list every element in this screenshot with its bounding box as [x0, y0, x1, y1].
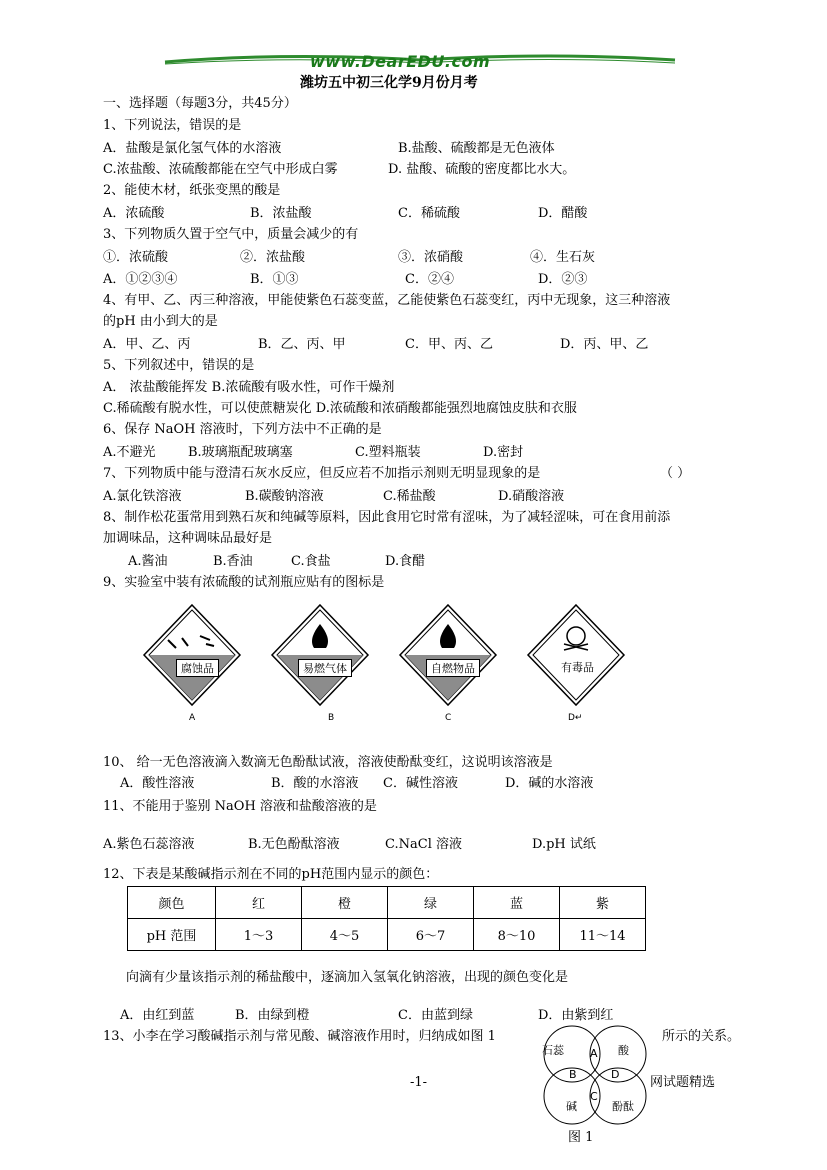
text-line: A． 浓盐酸能挥发 B.浓硫酸有吸水性，可作干燥剂 — [103, 380, 395, 395]
text-line: （ ） — [660, 466, 691, 481]
text-line: A．①②③④ — [103, 272, 178, 287]
text-line: D.食醋 — [385, 554, 426, 569]
text-line: 所示的关系。 — [662, 1029, 741, 1044]
text-line: ②．浓盐酸 — [240, 250, 306, 265]
text-line: A．盐酸是氯化氢气体的水溶液 — [103, 141, 282, 156]
table-cell: 蓝 — [474, 887, 560, 919]
text-line: 9、实验室中装有浓硫酸的试剂瓶应贴有的图标是 — [103, 575, 385, 590]
text-line: 网试题精选 — [650, 1075, 716, 1090]
venn-letter-a: A — [590, 1047, 598, 1060]
text-line: B．乙、丙、甲 — [258, 337, 346, 352]
table-cell: 11～14 — [560, 919, 646, 951]
table-row — [128, 887, 646, 919]
text-line: B．①③ — [250, 272, 299, 287]
text-line: 4、有甲、乙、丙三种溶液，甲能使紫色石蕊变蓝，乙能使紫色石蕊变红，丙中无现象，这三种溶液 — [103, 293, 671, 308]
corrosive-sign-icon — [144, 605, 240, 705]
sign-label-a: 腐蚀品 — [176, 659, 219, 677]
ph-color-table — [127, 886, 646, 951]
sign-label-b: 易燃气体 — [298, 659, 352, 677]
venn-letter-b: B — [569, 1068, 577, 1081]
sign-letter-d: D↵ — [568, 713, 583, 723]
text-line: B.碳酸钠溶液 — [245, 489, 324, 504]
text-line: C．②④ — [405, 272, 454, 287]
text-line: ④．生石灰 — [530, 250, 596, 265]
text-line: 向滴有少量该指示剂的稀盐酸中，逐滴加入氢氧化钠溶液，出现的颜色变化是 — [126, 970, 569, 985]
flammable-gas-sign-icon — [272, 605, 368, 705]
table-cell: 绿 — [388, 887, 474, 919]
text-line: D.硝酸溶液 — [498, 489, 565, 504]
sign-label-c: 自燃物品 — [426, 659, 480, 677]
text-line: A．浓硫酸 — [103, 206, 165, 221]
text-line: C．由蓝到绿 — [398, 1008, 473, 1023]
venn-base: 碱 — [566, 1100, 577, 1113]
text-line: C．稀硫酸 — [398, 206, 460, 221]
table-row — [128, 919, 646, 951]
text-line: C.浓盐酸、浓硫酸都能在空气中形成白雾 — [103, 162, 338, 177]
text-line: D.密封 — [483, 445, 524, 460]
text-line: 的pH 由小到大的是 — [103, 314, 218, 329]
text-line: 2、能使木材，纸张变黑的酸是 — [103, 183, 281, 198]
text-line: C.塑料瓶装 — [355, 445, 421, 460]
text-line: C．甲、丙、乙 — [405, 337, 493, 352]
text-line: 8、制作松花蛋常用到熟石灰和纯碱等原料，因此食用它时常有涩味，为了减轻涩味，可在食用前添 — [103, 510, 671, 525]
text-line: C.食盐 — [291, 554, 331, 569]
table-cell: 4～5 — [302, 919, 388, 951]
table-cell: 6～7 — [388, 919, 474, 951]
site-url[interactable]: www.DearEDU.com — [310, 52, 491, 71]
text-line: ③．浓硝酸 — [398, 250, 464, 265]
text-line: 7、下列物质中能与澄清石灰水反应，但反应若不加指示剂则无明显现象的是 — [103, 466, 541, 481]
text-line: C.稀盐酸 — [383, 489, 436, 504]
venn-litmus: 石蕊 — [542, 1044, 564, 1057]
sign-label-d: 有毒品 — [561, 661, 594, 674]
sign-letter-a: A — [189, 713, 196, 723]
text-line: D．碱的水溶液 — [505, 776, 594, 791]
text-line: 5、下列叙述中，错误的是 — [103, 358, 255, 373]
text-line: B.香油 — [213, 554, 253, 569]
figure-caption: 图 1 — [568, 1130, 594, 1145]
text-line: D．醋酸 — [538, 206, 588, 221]
text-line: A．酸性溶液 — [120, 776, 195, 791]
text-line: A.不避光 — [103, 445, 156, 460]
table-cell: pH 范围 — [128, 919, 216, 951]
text-line: 13、小李在学习酸碱指示剂与常见酸、碱溶液作用时，归纳成如图 1 — [103, 1029, 496, 1044]
text-line: 12、下表是某酸碱指示剂在不同的pH范围内显示的颜色： — [103, 867, 439, 882]
section-heading: 一、选择题（每题3分，共45分） — [103, 96, 297, 111]
sign-letter-b: B — [328, 713, 335, 723]
venn-letter-c: C — [590, 1090, 598, 1103]
venn-letter-d: D — [611, 1068, 620, 1081]
sign-letter-c: C — [445, 713, 452, 723]
venn-diagram — [530, 1018, 670, 1143]
table-cell: 红 — [216, 887, 302, 919]
text-line: C.NaCl 溶液 — [385, 837, 462, 852]
text-line: 加调味品，这种调味品最好是 — [103, 531, 273, 546]
table-cell: 颜色 — [128, 887, 216, 919]
text-line: C．碱性溶液 — [383, 776, 458, 791]
text-line: B.无色酚酞溶液 — [248, 837, 340, 852]
text-line: D. 盐酸、硫酸的密度都比水大。 — [388, 162, 576, 177]
text-line: A．甲、乙、丙 — [103, 337, 191, 352]
text-line: C.稀硫酸有脱水性，可以使蔗糖炭化 D.浓硫酸和浓硝酸都能强烈地腐蚀皮肤和衣服 — [103, 401, 577, 416]
text-line: ①．浓硫酸 — [103, 250, 169, 265]
table-cell: 紫 — [560, 887, 646, 919]
table-cell: 8～10 — [474, 919, 560, 951]
text-line: A.酱油 — [128, 554, 168, 569]
text-line: A.紫色石蕊溶液 — [103, 837, 195, 852]
text-line: 11、不能用于鉴别 NaOH 溶液和盐酸溶液的是 — [103, 799, 377, 814]
text-line: 1、下列说法，错误的是 — [103, 118, 242, 133]
text-line: B．由绿到橙 — [235, 1008, 310, 1023]
page-title: 潍坊五中初三化学9月份月考 — [300, 75, 478, 91]
text-line: D.pH 试纸 — [532, 837, 596, 852]
text-line: B．酸的水溶液 — [271, 776, 359, 791]
text-line: 3、下列物质久置于空气中，质量会减少的有 — [103, 227, 359, 242]
table-cell: 橙 — [302, 887, 388, 919]
text-line: D．丙、甲、乙 — [560, 337, 649, 352]
text-line: B．浓盐酸 — [250, 206, 312, 221]
table-cell: 1～3 — [216, 919, 302, 951]
text-line: A.氯化铁溶液 — [103, 489, 182, 504]
text-line: -1- — [410, 1075, 428, 1090]
text-line: 6、保存 NaOH 溶液时，下列方法中不正确的是 — [103, 422, 382, 437]
text-line: B.玻璃瓶配玻璃塞 — [188, 445, 293, 460]
text-line: D．由紫到红 — [538, 1008, 614, 1023]
toxic-sign-icon — [528, 605, 624, 705]
venn-phenolphthalein: 酚酞 — [612, 1100, 634, 1113]
venn-acid: 酸 — [618, 1044, 629, 1057]
spontaneous-combustion-sign-icon — [400, 605, 496, 705]
text-line: A．由红到蓝 — [120, 1008, 195, 1023]
text-line: 10、 给一无色溶液滴入数滴无色酚酞试液，溶液使酚酞变红，这说明该溶液是 — [103, 755, 553, 770]
text-line: D．②③ — [538, 272, 588, 287]
text-line: B.盐酸、硫酸都是无色液体 — [398, 141, 555, 156]
